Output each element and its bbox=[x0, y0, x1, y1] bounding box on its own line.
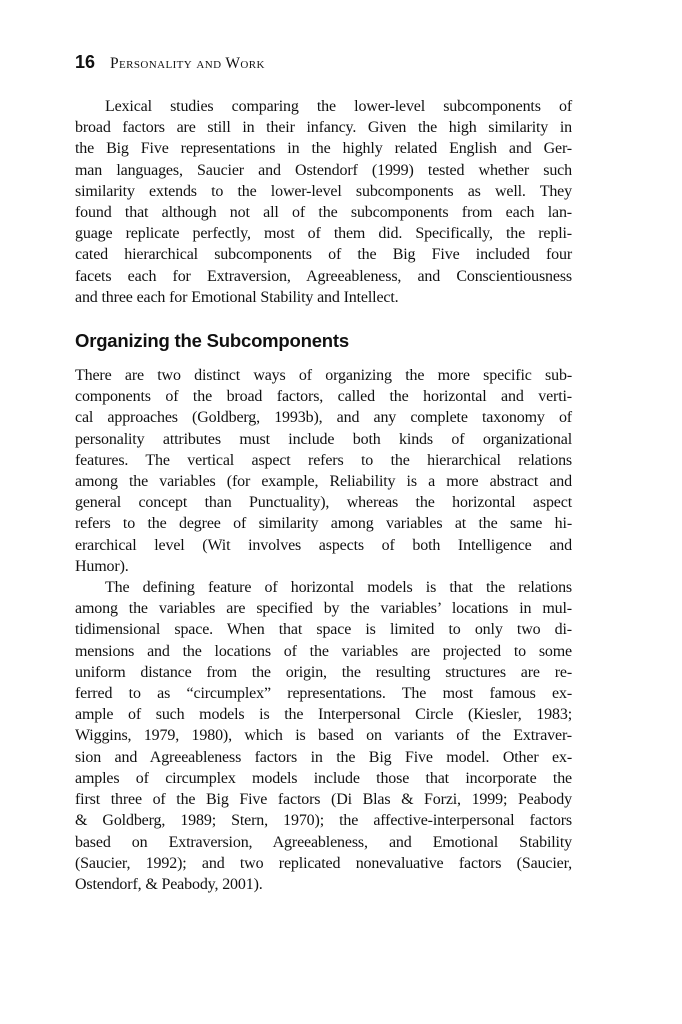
text-line: Lexical studies comparing the lower-level subcomponents of bbox=[105, 98, 572, 115]
text-line: (Saucier, 1992); and two replicated nonevaluative factors (Saucier, bbox=[75, 854, 572, 872]
text-line: and three each for Emotional Stability and Intellect. bbox=[75, 288, 399, 306]
text-line: Wiggins, 1979, 1980), which is based on variants of the Extraver- bbox=[75, 727, 572, 745]
running-head-title: Personality and Work bbox=[110, 55, 265, 72]
text-line: tidimensional space. When that space is limited to only two di- bbox=[75, 621, 572, 639]
text-line: found that although not all of the subcomponents from each lan- bbox=[75, 204, 572, 222]
text-line: mensions and the locations of the variables are projected to some bbox=[75, 642, 572, 660]
text-line: Humor). bbox=[75, 557, 129, 575]
text-line: general concept than Punctuality), whereas the horizontal aspect bbox=[75, 494, 572, 512]
text-line: man languages, Saucier and Ostendorf (1999) tested whether such bbox=[75, 161, 572, 179]
text-line: features. The vertical aspect refers to the hierarchical relations bbox=[75, 451, 572, 469]
paragraph bbox=[75, 96, 572, 308]
text-line: components of the broad factors, called the horizontal and verti- bbox=[75, 388, 572, 406]
text-line: among the variables are specified by the variables’ locations in mul- bbox=[75, 600, 572, 618]
text-line: refers to the degree of similarity among variables at the same hi- bbox=[75, 515, 572, 533]
page-number: 16 bbox=[75, 52, 96, 72]
text-line: based on Extraversion, Agreeableness, and Emotional Stability bbox=[75, 833, 572, 851]
text-line: first three of the Big Five factors (Di Blas & Forzi, 1999; Peabody bbox=[75, 791, 572, 809]
text-line: the Big Five representations in the highly related English and Ger- bbox=[75, 140, 572, 158]
text-line: ample of such models is the Interpersonal Circle (Kiesler, 1983; bbox=[75, 706, 572, 724]
text-line: cated hierarchical subcomponents of the Big Five included four bbox=[75, 246, 572, 264]
text-line: facets each for Extraversion, Agreeableness, and Conscientiousness bbox=[75, 267, 572, 285]
text-line: & Goldberg, 1989; Stern, 1970); the affective-interpersonal factors bbox=[75, 812, 572, 830]
text-line: The defining feature of horizontal models is that the relations bbox=[105, 579, 572, 597]
text-line: cal approaches (Goldberg, 1993b), and any complete taxonomy of bbox=[75, 409, 572, 427]
text-line: erarchical level (Wit involves aspects of both Intelligence and bbox=[75, 536, 572, 554]
text-line: broad factors are still in their infancy. Given the high similarity in bbox=[75, 119, 572, 137]
text-line: guage replicate perfectly, most of them did. Specifically, the repli- bbox=[75, 225, 572, 243]
text-line: There are two distinct ways of organizing the more specific sub- bbox=[75, 367, 572, 385]
page-body bbox=[75, 96, 572, 895]
text-line: ferred to as “circumplex” representations. The most famous ex- bbox=[75, 685, 572, 703]
text-line: uniform distance from the origin, the resulting structures are re- bbox=[75, 663, 572, 681]
text-line: amples of circumplex models include those that incorporate the bbox=[75, 769, 572, 787]
paragraph bbox=[75, 577, 572, 895]
running-header bbox=[75, 52, 265, 73]
text-line: similarity extends to the lower-level subcomponents as well. They bbox=[75, 182, 572, 200]
text-line: sion and Agreeableness factors in the Big Five model. Other ex- bbox=[75, 748, 572, 766]
paragraph bbox=[75, 365, 572, 577]
text-line: among the variables (for example, Reliability is a more abstract and bbox=[75, 473, 572, 491]
section-heading: Organizing the Subcomponents bbox=[75, 330, 349, 352]
text-line: Ostendorf, & Peabody, 2001). bbox=[75, 875, 263, 893]
text-line: personality attributes must include both kinds of organizational bbox=[75, 430, 572, 448]
